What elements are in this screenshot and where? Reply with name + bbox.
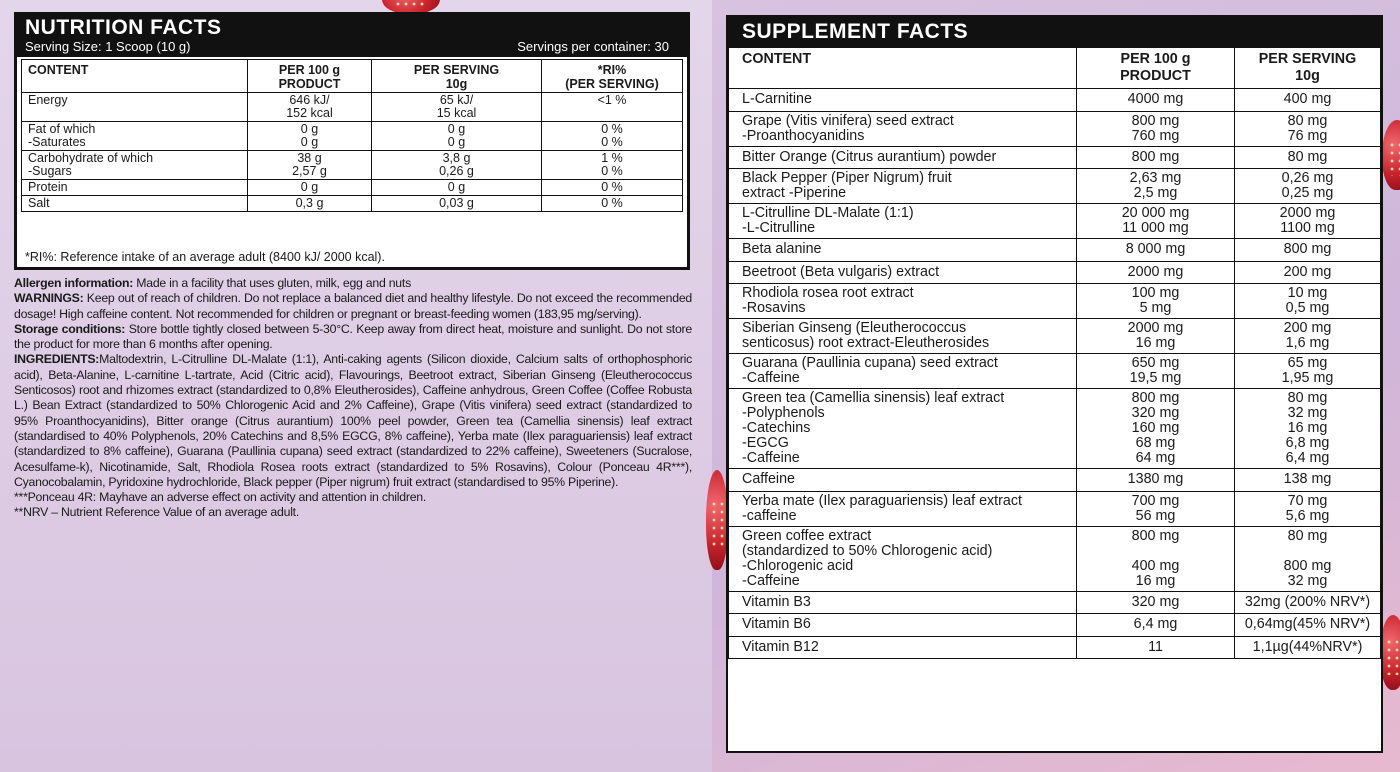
nutrition-header-row — [22, 60, 683, 93]
nutrition-facts-title: NUTRITION FACTS — [25, 16, 222, 39]
supplement-cell-serving: 400 mg — [1235, 89, 1381, 112]
supplement-cell-name: Beetroot (Beta vulgaris) extract — [729, 261, 1077, 284]
supplement-cell-per100: 2000 mg 16 mg — [1077, 319, 1235, 354]
supplement-cell-name: Guarana (Paullinia cupana) seed extract -Caffeine — [729, 354, 1077, 389]
supplement-cell-serving: 65 mg 1,95 mg — [1235, 354, 1381, 389]
nutrition-cell-serving: 65 kJ/ 15 kcal — [372, 93, 542, 122]
nutrition-cell-ri: 0 % 0 % — [542, 122, 683, 151]
nutrition-facts-header — [17, 15, 687, 57]
supplement-cell-serving: 80 mg — [1235, 146, 1381, 169]
supplement-cell-serving: 200 mg 1,6 mg — [1235, 319, 1381, 354]
nutrition-cell-per100: 38 g 2,57 g — [248, 151, 372, 180]
supplement-cell-per100: 800 mg 760 mg — [1077, 111, 1235, 146]
supplement-cell-serving: 138 mg — [1235, 469, 1381, 492]
warnings-label: WARNINGS: — [14, 291, 84, 306]
nutrition-row — [22, 93, 683, 122]
nutrition-cell-serving: 0,03 g — [372, 196, 542, 212]
nutrition-header-0: CONTENT — [22, 60, 248, 93]
supplement-cell-per100: 650 mg 19,5 mg — [1077, 354, 1235, 389]
supplement-cell-serving: 70 mg 5,6 mg — [1235, 491, 1381, 526]
supplement-facts-panel — [726, 15, 1383, 753]
ingredients-label: INGREDIENTS: — [14, 352, 100, 367]
nutrition-cell-per100: 0 g 0 g — [248, 122, 372, 151]
nutrition-cell-serving: 3,8 g 0,26 g — [372, 151, 542, 180]
supplement-cell-per100: 11 — [1077, 636, 1235, 659]
supplement-cell-per100: 100 mg 5 mg — [1077, 284, 1235, 319]
allergen-text: Made in a facility that uses gluten, milk, egg and nuts — [133, 276, 411, 290]
supplement-cell-name: Vitamin B6 — [729, 614, 1077, 637]
supplement-row — [729, 284, 1381, 319]
nutrition-row — [22, 196, 683, 212]
supplement-cell-name: Beta alanine — [729, 239, 1077, 262]
supplement-cell-serving: 200 mg — [1235, 261, 1381, 284]
supplement-cell-per100: 4000 mg — [1077, 89, 1235, 112]
supplement-row — [729, 204, 1381, 239]
supplement-row — [729, 261, 1381, 284]
supplement-facts-title: SUPPLEMENT FACTS — [728, 17, 1381, 47]
supplement-cell-per100: 20 000 mg 11 000 mg — [1077, 204, 1235, 239]
nutrition-header-2: PER SERVING 10g — [372, 60, 542, 93]
storage-conditions — [14, 322, 692, 353]
supplement-cell-per100: 6,4 mg — [1077, 614, 1235, 637]
supplement-cell-serving: 80 mg 32 mg 16 mg 6,8 mg 6,4 mg — [1235, 389, 1381, 469]
nutrition-cell-ri: 0 % — [542, 180, 683, 196]
nutrition-header-1: PER 100 g PRODUCT — [248, 60, 372, 93]
supplement-row — [729, 469, 1381, 492]
strawberry-decoration-right-bottom — [1380, 615, 1400, 690]
supplement-cell-name: Bitter Orange (Citrus aurantium) powder — [729, 146, 1077, 169]
supplement-header-row — [729, 48, 1381, 89]
serving-size: Serving Size: 1 Scoop (10 g) — [25, 39, 191, 54]
strawberry-decoration-left-mid — [706, 470, 728, 570]
supplement-header-0: CONTENT — [729, 48, 1077, 89]
supplement-cell-serving: 800 mg — [1235, 239, 1381, 262]
storage-label: Storage conditions: — [14, 321, 126, 336]
servings-per-container: Servings per container: 30 — [517, 39, 669, 54]
nutrition-cell-name: Protein — [22, 180, 248, 196]
supplement-row — [729, 111, 1381, 146]
supplement-cell-name: Black Pepper (Piper Nigrum) fruit extract -Piperine — [729, 169, 1077, 204]
nutrition-cell-name: Energy — [22, 93, 248, 122]
supplement-cell-per100: 2,63 mg 2,5 mg — [1077, 169, 1235, 204]
supplement-cell-serving: 80 mg 800 mg 32 mg — [1235, 526, 1381, 591]
supplement-cell-serving: 2000 mg 1100 mg — [1235, 204, 1381, 239]
nutrition-cell-serving: 0 g 0 g — [372, 122, 542, 151]
supplement-cell-serving: 80 mg 76 mg — [1235, 111, 1381, 146]
ingredients — [14, 352, 692, 490]
supplement-cell-name: Green tea (Camellia sinensis) leaf extract -Polyphenols -Catechins -EGCG -Caffeine — [729, 389, 1077, 469]
supplement-cell-name: Caffeine — [729, 469, 1077, 492]
supplement-cell-serving: 0,64mg(45% NRV*) — [1235, 614, 1381, 637]
supplement-cell-name: Green coffee extract (standardized to 50% Chlorogenic acid) -Chlorogenic acid -Caffeine — [729, 526, 1077, 591]
nutrition-facts-panel — [14, 12, 690, 270]
nutrition-cell-name: Carbohydrate of which -Sugars — [22, 151, 248, 180]
nutrition-cell-serving: 0 g — [372, 180, 542, 196]
warnings-text: Keep out of reach of children. Do not replace a balanced diet and healthy lifestyle. Do not exceed the recommended dosage! High caffeine content. Not recommended for children or pregnant or breast-feeding women (183,95 mg/serving). — [14, 291, 692, 321]
supplement-cell-name: Grape (Vitis vinifera) seed extract -Proanthocyanidins — [729, 111, 1077, 146]
nutrition-cell-name: Salt — [22, 196, 248, 212]
supplement-cell-serving: 32mg (200% NRV*) — [1235, 591, 1381, 614]
supplement-cell-per100: 800 mg — [1077, 146, 1235, 169]
supplement-row — [729, 239, 1381, 262]
supplement-row — [729, 389, 1381, 469]
nutrition-cell-name: Fat of which -Saturates — [22, 122, 248, 151]
supplement-cell-name: Vitamin B12 — [729, 636, 1077, 659]
supplement-cell-per100: 2000 mg — [1077, 261, 1235, 284]
nutrition-cell-per100: 0,3 g — [248, 196, 372, 212]
storage-text: Store bottle tightly closed between 5-30°C. Keep away from direct heat, moisture and sunlight. Do not store the product for more than 6 months after opening. — [14, 321, 692, 352]
supplement-row — [729, 614, 1381, 637]
nutrition-table — [21, 59, 683, 212]
nutrition-header-3: *RI% (PER SERVING) — [542, 60, 683, 93]
supplement-row — [729, 89, 1381, 112]
supplement-row — [729, 636, 1381, 659]
supplement-row — [729, 591, 1381, 614]
nutrition-cell-ri: 0 % — [542, 196, 683, 212]
nutrition-cell-ri: <1 % — [542, 93, 683, 122]
nrv-note: **NRV – Nutrient Reference Value of an average adult. — [14, 505, 300, 520]
supplement-cell-name: Vitamin B3 — [729, 591, 1077, 614]
supplement-header-2: PER SERVING 10g — [1235, 48, 1381, 89]
supplement-cell-serving: 10 mg 0,5 mg — [1235, 284, 1381, 319]
warnings — [14, 291, 692, 322]
allergen-label: Allergen information: — [14, 276, 134, 290]
supplement-cell-serving: 1,1µg(44%NRV*) — [1235, 636, 1381, 659]
supplement-row — [729, 354, 1381, 389]
supplement-cell-name: L-Carnitine — [729, 89, 1077, 112]
supplement-cell-per100: 320 mg — [1077, 591, 1235, 614]
supplement-row — [729, 319, 1381, 354]
supplement-cell-name: Siberian Ginseng (Eleutherococcus senticosus) root extract-Eleutherosides — [729, 319, 1077, 354]
nutrition-row — [22, 180, 683, 196]
nutrition-cell-per100: 646 kJ/ 152 kcal — [248, 93, 372, 122]
supplement-cell-per100: 800 mg 320 mg 160 mg 68 mg 64 mg — [1077, 389, 1235, 469]
nutrition-row — [22, 122, 683, 151]
supplement-header-1: PER 100 g PRODUCT — [1077, 48, 1235, 89]
nutrition-cell-ri: 1 % 0 % — [542, 151, 683, 180]
supplement-cell-serving: 0,26 mg 0,25 mg — [1235, 169, 1381, 204]
ponceau-note: ***Ponceau 4R: Mayhave an adverse effect on activity and attention in children. — [14, 490, 427, 505]
ri-footnote: *RI%: Reference intake of an average adult (8400 kJ/ 2000 kcal). — [25, 250, 385, 264]
supplement-table — [728, 47, 1381, 659]
supplement-cell-per100: 700 mg 56 mg — [1077, 491, 1235, 526]
supplement-cell-name: Rhodiola rosea root extract -Rosavins — [729, 284, 1077, 319]
nutrition-cell-per100: 0 g — [248, 180, 372, 196]
supplement-cell-per100: 800 mg 400 mg 16 mg — [1077, 526, 1235, 591]
supplement-row — [729, 491, 1381, 526]
supplement-cell-per100: 8 000 mg — [1077, 239, 1235, 262]
supplement-cell-per100: 1380 mg — [1077, 469, 1235, 492]
supplement-cell-name: L-Citrulline DL-Malate (1:1) -L-Citrulline — [729, 204, 1077, 239]
supplement-cell-name: Yerba mate (Ilex paraguariensis) leaf extract -caffeine — [729, 491, 1077, 526]
allergen-info — [14, 276, 692, 291]
product-information — [14, 276, 692, 521]
supplement-row — [729, 169, 1381, 204]
supplement-row — [729, 146, 1381, 169]
ingredients-text: Maltodextrin, L-Citrulline DL-Malate (1:1), Anti-caking agents (Silicon dioxide, Calcium salts of orthophosphoric acid), Beta-Alanine, L-carnitine L-tartrate, Acid (Citric acid), Flavourings, Beetroot extract, Siberian Ginseng (Eleutherococcus Senticosos) root and rhizomes extract (standardized to 0,8% Eleutherosides), Caffeine anhydrous, Green Coffee (Coffee Robusta L.) Bean Extract (standardized to 50% Chlorogenic Acid and 2% Caffeine), Grape (Vitis vinifera) seed extract (standardized to 95% Proanthocyanidins), Bitter orange (Citrus aurantium) 100% peel powder, Green tea (Camellia sinensis) leaf extract (standardised to 40% Polyphenols, 20% Catechins and 8,5% EGCG, 8% caffeine), Yerba mate (Ilex paraguariensis) leaf extract (standardized to 8% caffeine), Guarana (Paullinia cupana) seed extract (standardized to 22% caffeine), Sweeteners (Sucralose, Acesulfame-k), Nicotinamide, Salt, Rhodiola Rosea roots extract (standardized to 5% Rosavins), Colour (Ponceau 4R***), Cyanocobalamin, Pyridoxine hydrochloride, Black pepper (Piper nigrum) fruit extract (standardised to 95% Piperine). — [14, 352, 692, 489]
supplement-row — [729, 526, 1381, 591]
nutrition-row — [22, 151, 683, 180]
